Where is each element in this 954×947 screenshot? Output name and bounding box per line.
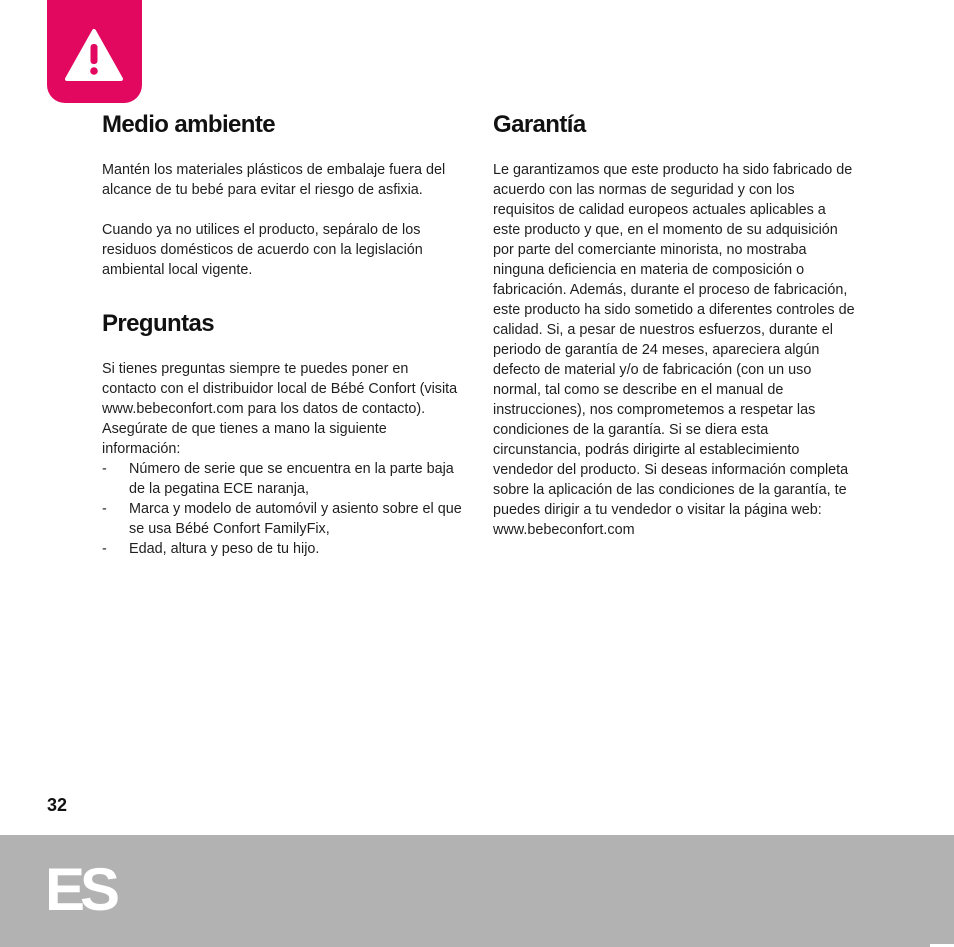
list-item-text: Marca y modelo de automóvil y asiento sobre el que se usa Bébé Confort FamilyFix, [129, 501, 462, 537]
list-dash: - [102, 461, 107, 477]
footer-band [0, 835, 954, 947]
right-column [493, 110, 855, 540]
paragraph-questions-intro: Si tienes preguntas siempre te puedes poner en contacto con el distribuidor local de Bébé Confort (visita www.bebeconfort.com para los datos de contacto). Asegúrate de que tienes a mano la siguiente información: [102, 361, 458, 457]
paragraph-packaging-warning: Mantén los materiales plásticos de embalaje fuera del alcance de tu bebé para evitar el riesgo de asfixia. [102, 162, 446, 198]
language-code: ES [45, 856, 116, 923]
paragraph-warranty: Le garantizamos que este producto ha sido fabricado de acuerdo con las normas de seguridad y con los requisitos de calidad europeos actuales aplicables a este producto y que, en el momento de su adquisición por parte del comerciante minorista, no mostraba ninguna deficiencia en materia de composición o fabricación. Además, durante el proceso de fabricación, este producto ha sido sometido a diferentes controles de calidad. Si, a pesar de nuestros esfuerzos, durante el periodo de garantía de 24 meses, apareciera algún defecto de material y/o de fabricación (con un uso normal, tal como se describe en el manual de instrucciones), nos comprometemos a respetar las condiciones de la garantía. Si se diera esta circunstancia, podrás dirigirte al establecimiento vendedor del producto. Si deseas información completa sobre la aplicación de las condiciones de la garantía, te puedes dirigir a tu vendedor o visitar la página web: www.bebeconfort.com [493, 162, 855, 538]
section-heading-preguntas: Preguntas [102, 310, 214, 337]
left-column [102, 110, 462, 559]
section-heading-garantia: Garantía [493, 111, 586, 138]
list-item-text: Edad, altura y peso de tu hijo. [129, 541, 320, 557]
info-list [102, 459, 462, 559]
warning-tab [47, 0, 142, 103]
page-number: 32 [47, 795, 68, 815]
warning-triangle-icon [64, 28, 124, 82]
list-item [102, 459, 462, 499]
list-dash: - [102, 541, 107, 557]
section-heading-medio-ambiente: Medio ambiente [102, 111, 275, 138]
list-item [102, 539, 462, 559]
list-item-text: Número de serie que se encuentra en la parte baja de la pegatina ECE naranja, [129, 461, 454, 497]
paragraph-disposal: Cuando ya no utilices el producto, sepáralo de los residuos domésticos de acuerdo con la legislación ambiental local vigente. [102, 222, 423, 278]
list-item [102, 499, 462, 539]
list-dash: - [102, 501, 107, 517]
